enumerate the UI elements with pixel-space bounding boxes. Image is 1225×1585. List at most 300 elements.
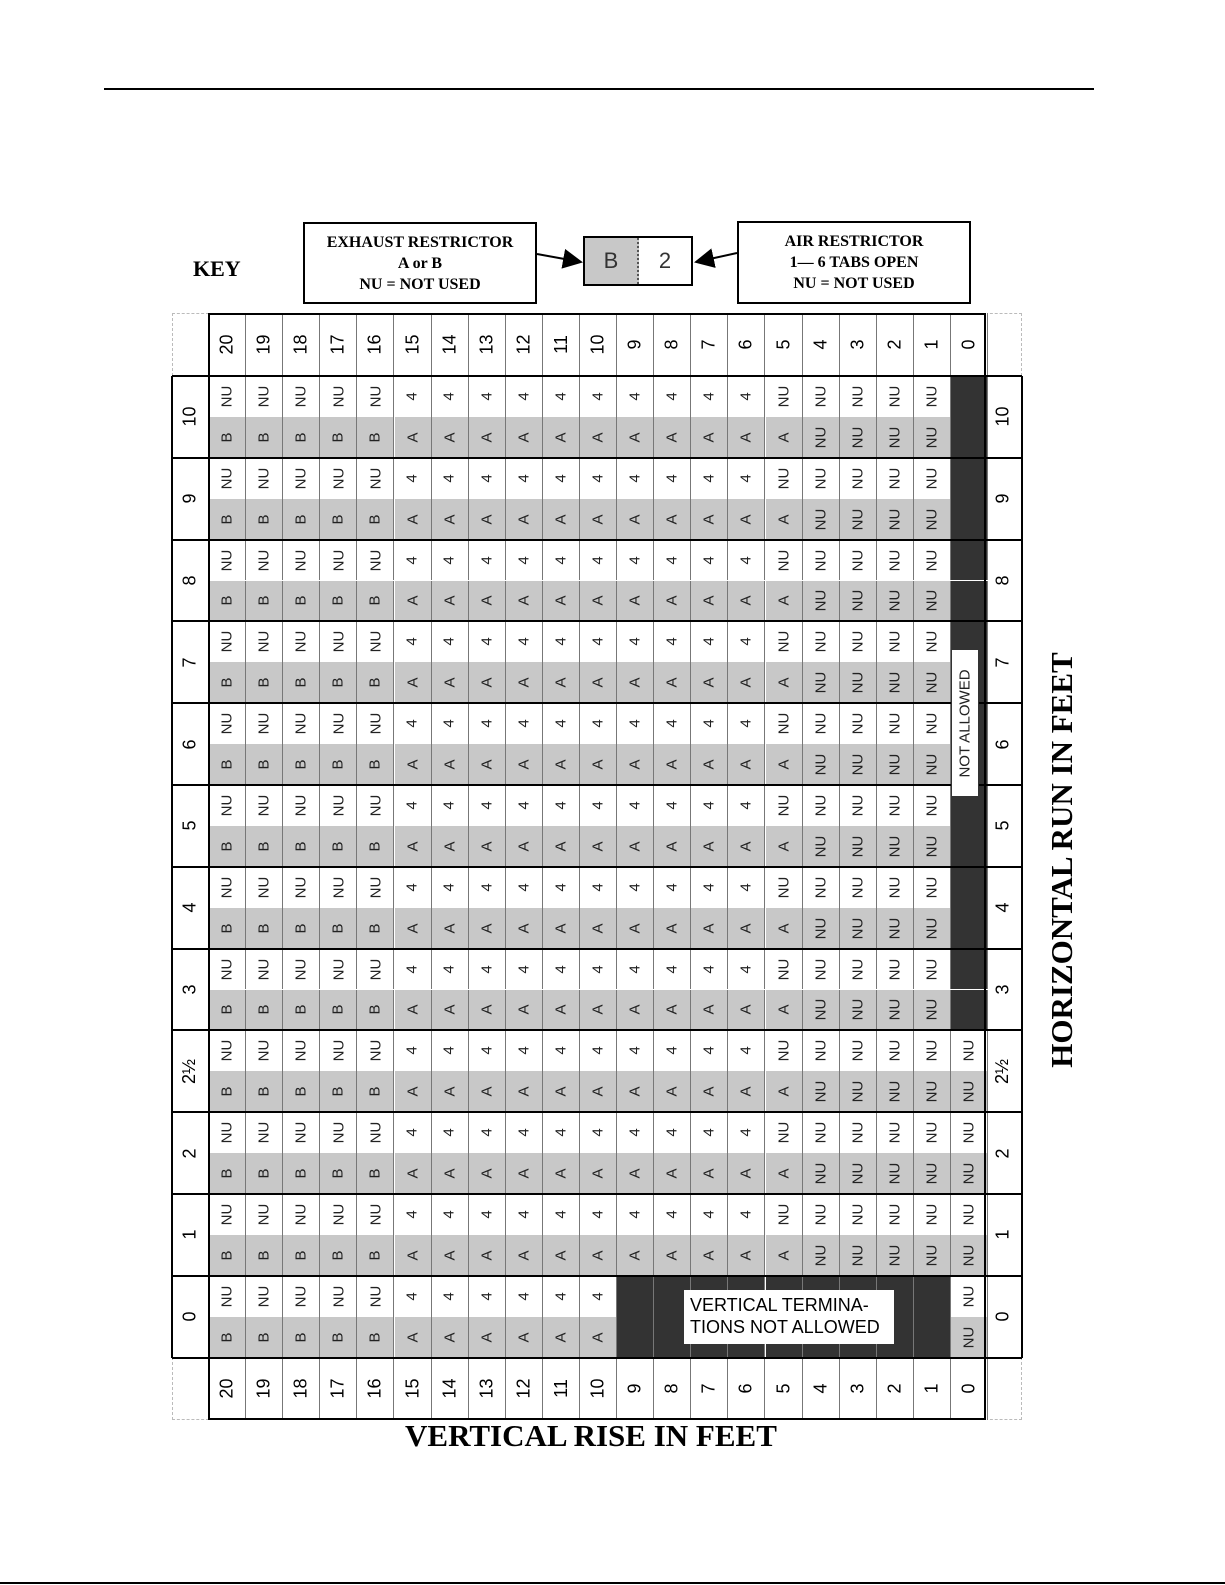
air-restrictor-cell: NU [840, 949, 877, 990]
air-restrictor-cell: NU [320, 458, 357, 499]
exhaust-restrictor-cell: A [580, 744, 617, 785]
exhaust-restrictor-cell: A [432, 499, 469, 540]
vertical-terminations-note [684, 1290, 894, 1344]
air-restrictor-cell [951, 540, 988, 581]
air-restrictor-cell: NU [246, 1030, 283, 1071]
exhaust-restrictor-cell [951, 908, 988, 949]
exhaust-restrictor-cell: B [357, 417, 394, 458]
exhaust-restrictor-cell: NU [877, 744, 914, 785]
exhaust-restrictor-cell: A [617, 744, 654, 785]
exhaust-restrictor-cell: B [357, 908, 394, 949]
exhaust-restrictor-cell: A [432, 826, 469, 867]
exhaust-restrictor-cell: A [432, 744, 469, 785]
air-restrictor-cell: 4 [432, 785, 469, 826]
air-restrictor-cell: NU [877, 458, 914, 499]
exhaust-restrictor-cell [951, 826, 988, 867]
air-restrictor-cell: 4 [580, 1112, 617, 1153]
exhaust-restrictor-cell: NU [840, 990, 877, 1031]
exhaust-restrictor-cell: A [766, 744, 803, 785]
air-restrictor-cell: 4 [395, 376, 432, 417]
exhaust-restrictor-cell: A [506, 499, 543, 540]
exhaust-restrictor-cell: NU [877, 1071, 914, 1112]
exhaust-restrictor-cell: A [766, 581, 803, 622]
exhaust-restrictor-cell: A [691, 417, 728, 458]
exhaust-restrictor-cell: A [395, 826, 432, 867]
exhaust-restrictor-cell: B [357, 499, 394, 540]
footer-rule [0, 1582, 1225, 1584]
air-restrictor-cell [951, 949, 988, 990]
column-header-bottom: 16 [357, 1358, 394, 1420]
air-restrictor-cell: NU [840, 1194, 877, 1235]
exhaust-restrictor-cell: B [283, 1071, 320, 1112]
row-label-right: 1 [985, 1194, 1022, 1276]
exhaust-restrictor-cell: A [506, 1071, 543, 1112]
air-restrictor-cell: NU [803, 540, 840, 581]
exhaust-restrictor-cell: B [357, 662, 394, 703]
exhaust-restrictor-cell: A [506, 1235, 543, 1276]
grid-rule [171, 376, 173, 1358]
air-restrictor-cell: NU [320, 621, 357, 662]
exhaust-restrictor-cell: B [357, 744, 394, 785]
air-restrictor-cell: 4 [728, 458, 765, 499]
air-restrictor-cell: NU [320, 703, 357, 744]
air-restrictor-cell: 4 [469, 867, 506, 908]
exhaust-restrictor-cell: NU [840, 581, 877, 622]
exhaust-restrictor-cell: A [395, 744, 432, 785]
exhaust-restrictor-cell: A [617, 1071, 654, 1112]
exhaust-restrictor-cell: B [209, 417, 246, 458]
exhaust-restrictor-cell: A [543, 581, 580, 622]
exhaust-restrictor-cell: A [432, 908, 469, 949]
air-restrictor-cell: 4 [691, 1194, 728, 1235]
sample-exhaust-value: B [585, 238, 639, 284]
exhaust-restrictor-cell: A [691, 744, 728, 785]
air-restrictor-cell: NU [766, 540, 803, 581]
air-restrictor-cell: NU [914, 1112, 951, 1153]
air-restrictor-cell: 4 [654, 785, 691, 826]
column-header-bottom: 14 [432, 1358, 469, 1420]
exhaust-restrictor-cell: B [209, 990, 246, 1031]
exhaust-restrictor-cell: NU [840, 826, 877, 867]
row-label-right: 8 [985, 540, 1022, 622]
exhaust-restrictor-cell: B [320, 499, 357, 540]
exhaust-restrictor-cell: A [580, 1153, 617, 1194]
air-restrictor-cell: 4 [728, 1194, 765, 1235]
row-label-left: 3 [172, 949, 209, 1031]
air-restrictor-cell: NU [283, 1194, 320, 1235]
row-label-left: 2½ [172, 1030, 209, 1112]
column-header-bottom: 10 [580, 1358, 617, 1420]
exhaust-restrictor-cell: A [543, 662, 580, 703]
air-restrictor-cell: NU [877, 867, 914, 908]
exhaust-restrictor-cell: NU [914, 1153, 951, 1194]
exhaust-restrictor-cell: A [395, 499, 432, 540]
exhaust-restrictor-cell: NU [914, 1071, 951, 1112]
exhaust-restrictor-cell: B [209, 499, 246, 540]
air-restrictor-cell: 4 [506, 540, 543, 581]
air-restrictor-cell: 4 [691, 785, 728, 826]
not-allowed-text: NOT ALLOWED [956, 668, 974, 778]
exhaust-restrictor-cell: B [283, 826, 320, 867]
exhaust-restrictor-cell: A [469, 908, 506, 949]
air-restrictor-cell: NU [766, 1030, 803, 1071]
air-restrictor-cell: 4 [432, 949, 469, 990]
exhaust-restrictor-cell: A [691, 1235, 728, 1276]
air-restrictor-cell: 4 [617, 540, 654, 581]
air-restrictor-cell: NU [283, 785, 320, 826]
column-header-top: 10 [580, 313, 617, 376]
exhaust-restrictor-cell: NU [803, 990, 840, 1031]
exhaust-restrictor-cell: A [654, 1235, 691, 1276]
air-restrictor-cell: NU [803, 785, 840, 826]
exhaust-restrictor-cell: NU [914, 908, 951, 949]
exhaust-legend-line: EXHAUST RESTRICTOR [326, 234, 514, 251]
air-restrictor-cell: 4 [469, 621, 506, 662]
exhaust-restrictor-cell: B [246, 417, 283, 458]
exhaust-restrictor-cell: A [580, 908, 617, 949]
exhaust-restrictor-cell: B [209, 744, 246, 785]
air-restrictor-cell: 4 [506, 1194, 543, 1235]
exhaust-restrictor-cell: NU [951, 1235, 988, 1276]
exhaust-restrictor-cell: NU [840, 499, 877, 540]
row-label-left: 6 [172, 703, 209, 785]
air-restrictor-cell: 4 [617, 1112, 654, 1153]
exhaust-restrictor-cell: A [543, 417, 580, 458]
column-header-bottom: 2 [877, 1358, 914, 1420]
air-restrictor-cell: 4 [617, 785, 654, 826]
air-restrictor-cell: 4 [543, 1276, 580, 1317]
column-header-top: 3 [840, 313, 877, 376]
exhaust-restrictor-cell: A [766, 908, 803, 949]
exhaust-restrictor-cell: A [543, 990, 580, 1031]
air-restrictor-cell: 4 [580, 540, 617, 581]
air-restrictor-cell: 4 [395, 867, 432, 908]
air-restrictor-cell: NU [914, 949, 951, 990]
air-restrictor-cell: NU [803, 621, 840, 662]
air-restrictor-cell: NU [283, 1030, 320, 1071]
exhaust-restrictor-cell: NU [877, 499, 914, 540]
air-restrictor-cell: NU [766, 458, 803, 499]
air-restrictor-cell: 4 [395, 458, 432, 499]
exhaust-restrictor-cell: A [395, 1153, 432, 1194]
exhaust-restrictor-cell: B [283, 1153, 320, 1194]
exhaust-restrictor-cell: NU [840, 1235, 877, 1276]
air-restrictor-cell: NU [914, 1194, 951, 1235]
column-header-bottom: 20 [209, 1358, 246, 1420]
grid-rule [172, 1275, 1022, 1277]
air-restrictor-cell: 4 [543, 867, 580, 908]
air-restrictor-cell: NU [877, 1112, 914, 1153]
exhaust-restrictor-cell: A [691, 990, 728, 1031]
exhaust-restrictor-cell: B [283, 1317, 320, 1358]
exhaust-restrictor-cell [951, 990, 988, 1031]
exhaust-restrictor-cell: A [543, 1153, 580, 1194]
air-restrictor-cell: 4 [506, 703, 543, 744]
column-header-top: 7 [691, 313, 728, 376]
air-restrictor-cell: NU [357, 458, 394, 499]
air-restrictor-cell: 4 [432, 540, 469, 581]
air-restrictor-cell [951, 458, 988, 499]
exhaust-restrictor-cell: B [246, 1235, 283, 1276]
air-restrictor-cell: 4 [506, 1030, 543, 1071]
exhaust-restrictor-cell: B [357, 581, 394, 622]
exhaust-restrictor-cell [617, 1317, 654, 1358]
air-restrictor-cell: 4 [506, 785, 543, 826]
air-restrictor-cell: NU [803, 949, 840, 990]
exhaust-restrictor-cell: A [728, 1071, 765, 1112]
air-restrictor-cell: 4 [617, 621, 654, 662]
grid-rule [208, 313, 210, 1420]
column-header-top: 2 [877, 313, 914, 376]
air-restrictor-cell: NU [283, 1276, 320, 1317]
air-restrictor-cell: NU [914, 621, 951, 662]
exhaust-restrictor-cell: A [617, 662, 654, 703]
exhaust-restrictor-cell: A [506, 662, 543, 703]
exhaust-restrictor-cell [951, 581, 988, 622]
air-restrictor-cell: 4 [580, 1276, 617, 1317]
column-header-bottom: 11 [543, 1358, 580, 1420]
exhaust-restrictor-cell: A [543, 1317, 580, 1358]
air-restrictor-cell: NU [283, 703, 320, 744]
air-restrictor-cell [951, 376, 988, 417]
column-header-top: 15 [395, 313, 432, 376]
air-restrictor-cell: NU [209, 867, 246, 908]
grid-rule [1021, 376, 1023, 1358]
exhaust-restrictor-cell: NU [803, 1071, 840, 1112]
air-restrictor-cell: NU [209, 1276, 246, 1317]
exhaust-restrictor-cell: A [617, 826, 654, 867]
air-restrictor-cell: 4 [506, 867, 543, 908]
air-restrictor-cell: 4 [506, 949, 543, 990]
air-restrictor-cell: 4 [543, 785, 580, 826]
air-restrictor-cell: NU [357, 1194, 394, 1235]
air-restrictor-cell: 4 [469, 458, 506, 499]
horizontal-run-axis-label: HORIZONTAL RUN IN FEET [1044, 652, 1079, 1068]
air-restrictor-cell: NU [840, 376, 877, 417]
air-restrictor-cell: NU [840, 703, 877, 744]
column-header-top: 8 [654, 313, 691, 376]
column-header-bottom: 12 [506, 1358, 543, 1420]
air-restrictor-cell: 4 [580, 867, 617, 908]
air-restrictor-cell: 4 [506, 621, 543, 662]
exhaust-restrictor-cell: NU [877, 826, 914, 867]
exhaust-restrictor-cell: NU [914, 826, 951, 867]
exhaust-restrictor-cell: NU [877, 581, 914, 622]
air-restrictor-cell: 4 [617, 703, 654, 744]
air-restrictor-cell: NU [951, 1276, 988, 1317]
exhaust-restrictor-cell: B [246, 499, 283, 540]
exhaust-restrictor-cell: A [506, 581, 543, 622]
exhaust-restrictor-cell: A [728, 581, 765, 622]
air-restrictor-cell: NU [320, 949, 357, 990]
exhaust-restrictor-cell: A [580, 1235, 617, 1276]
air-restrictor-cell: NU [877, 703, 914, 744]
exhaust-restrictor-cell: NU [914, 990, 951, 1031]
exhaust-restrictor-cell: B [357, 1153, 394, 1194]
row-label-left: 5 [172, 785, 209, 867]
row-label-right: 0 [985, 1276, 1022, 1358]
exhaust-restrictor-cell: A [617, 1153, 654, 1194]
air-restrictor-cell: NU [209, 376, 246, 417]
row-label-left: 2 [172, 1112, 209, 1194]
exhaust-restrictor-cell: A [506, 744, 543, 785]
arrow-icon [537, 254, 581, 262]
air-restrictor-cell: 4 [728, 703, 765, 744]
exhaust-restrictor-cell: A [469, 744, 506, 785]
air-restrictor-cell: 4 [543, 949, 580, 990]
exhaust-restrictor-cell: B [283, 499, 320, 540]
vertical-rise-axis-label: VERTICAL RISE IN FEET [405, 1418, 777, 1453]
air-restrictor-cell [617, 1276, 654, 1317]
exhaust-restrictor-cell: NU [877, 908, 914, 949]
exhaust-restrictor-cell: A [766, 417, 803, 458]
air-restrictor-cell: 4 [395, 1030, 432, 1071]
exhaust-restrictor-cell: A [469, 990, 506, 1031]
exhaust-restrictor-cell: B [209, 662, 246, 703]
exhaust-restrictor-cell: A [766, 990, 803, 1031]
key-arrows [0, 0, 1225, 320]
air-restrictor-cell: NU [320, 785, 357, 826]
air-restrictor-cell: 4 [691, 458, 728, 499]
exhaust-restrictor-cell: A [395, 990, 432, 1031]
exhaust-restrictor-cell: A [728, 908, 765, 949]
exhaust-restrictor-cell: B [209, 1235, 246, 1276]
exhaust-restrictor-cell: A [506, 990, 543, 1031]
air-restrictor-cell: NU [357, 1276, 394, 1317]
air-restrictor-cell: NU [840, 1112, 877, 1153]
exhaust-restrictor-cell: A [506, 417, 543, 458]
exhaust-restrictor-cell: A [580, 990, 617, 1031]
exhaust-restrictor-cell: A [469, 826, 506, 867]
exhaust-restrictor-cell: B [320, 581, 357, 622]
air-restrictor-cell: 4 [728, 949, 765, 990]
row-label-left: 10 [172, 376, 209, 458]
exhaust-restrictor-cell: A [543, 826, 580, 867]
exhaust-restrictor-cell: A [469, 1153, 506, 1194]
exhaust-restrictor-cell: A [469, 662, 506, 703]
exhaust-restrictor-cell: A [654, 826, 691, 867]
exhaust-restrictor-cell: B [246, 908, 283, 949]
not-allowed-note [951, 649, 979, 797]
air-restrictor-cell: 4 [654, 1030, 691, 1071]
air-restrictor-cell: 4 [432, 1112, 469, 1153]
column-header-bottom: 17 [320, 1358, 357, 1420]
air-restrictor-cell: 4 [617, 1030, 654, 1071]
air-restrictor-cell: NU [209, 458, 246, 499]
exhaust-restrictor-cell: B [246, 744, 283, 785]
exhaust-restrictor-cell: A [766, 1153, 803, 1194]
air-restrictor-cell: NU [840, 1030, 877, 1071]
air-restrictor-cell: NU [766, 1112, 803, 1153]
exhaust-restrictor-cell: A [469, 499, 506, 540]
air-restrictor-cell: 4 [395, 1276, 432, 1317]
column-header-top: 6 [728, 313, 765, 376]
exhaust-restrictor-cell: NU [877, 662, 914, 703]
grid-rule [172, 1029, 1022, 1031]
air-restrictor-cell: 4 [654, 703, 691, 744]
air-restrictor-cell: 4 [654, 867, 691, 908]
column-header-bottom: 7 [691, 1358, 728, 1420]
air-restrictor-cell: 4 [469, 1112, 506, 1153]
column-header-bottom: 8 [654, 1358, 691, 1420]
exhaust-restrictor-cell: A [506, 1153, 543, 1194]
air-restrictor-cell: 4 [469, 949, 506, 990]
air-restrictor-cell: 4 [654, 1112, 691, 1153]
air-restrictor-cell: 4 [469, 376, 506, 417]
exhaust-restrictor-cell: A [691, 499, 728, 540]
exhaust-restrictor-cell: B [357, 1071, 394, 1112]
air-restrictor-cell: 4 [506, 376, 543, 417]
air-restrictor-cell: 4 [617, 376, 654, 417]
air-restrictor-cell: 4 [432, 1030, 469, 1071]
exhaust-restrictor-cell: NU [803, 1235, 840, 1276]
exhaust-restrictor-cell: A [691, 662, 728, 703]
air-restrictor-cell: 4 [654, 1194, 691, 1235]
exhaust-restrictor-cell: A [469, 1317, 506, 1358]
exhaust-restrictor-cell: NU [803, 826, 840, 867]
column-header-top: 16 [357, 313, 394, 376]
exhaust-restrictor-cell: B [209, 826, 246, 867]
exhaust-restrictor-cell: A [395, 1071, 432, 1112]
exhaust-legend-line: NU = NOT USED [359, 276, 481, 293]
air-restrictor-cell: 4 [469, 540, 506, 581]
exhaust-restrictor-cell: A [580, 826, 617, 867]
exhaust-restrictor-cell: NU [803, 744, 840, 785]
exhaust-restrictor-cell: A [728, 744, 765, 785]
exhaust-restrictor-cell: NU [951, 1153, 988, 1194]
exhaust-restrictor-cell: B [209, 908, 246, 949]
air-restrictor-cell: NU [246, 1194, 283, 1235]
exhaust-restrictor-cell: A [469, 581, 506, 622]
exhaust-restrictor-cell: A [617, 990, 654, 1031]
air-restrictor-cell: 4 [432, 867, 469, 908]
air-restrictor-cell: NU [914, 458, 951, 499]
air-restrictor-cell: 4 [728, 621, 765, 662]
row-label-left: 4 [172, 867, 209, 949]
grid-rule [172, 866, 1022, 868]
exhaust-restrictor-cell: B [283, 990, 320, 1031]
air-restrictor-cell: 4 [691, 376, 728, 417]
air-restrictor-cell: 4 [395, 785, 432, 826]
exhaust-restrictor-cell: NU [914, 417, 951, 458]
exhaust-restrictor-cell: A [506, 1317, 543, 1358]
exhaust-restrictor-cell: A [432, 990, 469, 1031]
air-restrictor-cell: 4 [654, 540, 691, 581]
exhaust-restrictor-cell: NU [914, 581, 951, 622]
exhaust-restrictor-cell: B [246, 990, 283, 1031]
grid-rule [172, 539, 1022, 541]
air-restrictor-cell: 4 [432, 376, 469, 417]
exhaust-restrictor-cell: A [691, 908, 728, 949]
exhaust-restrictor-cell: A [543, 744, 580, 785]
exhaust-restrictor-cell: B [357, 1235, 394, 1276]
exhaust-restrictor-cell: B [283, 744, 320, 785]
exhaust-restrictor-cell: A [469, 417, 506, 458]
air-restrictor-cell: NU [803, 458, 840, 499]
exhaust-restrictor-cell: B [283, 908, 320, 949]
air-restrictor-cell [951, 867, 988, 908]
air-restrictor-cell: 4 [469, 703, 506, 744]
column-header-top: 20 [209, 313, 246, 376]
column-header-bottom: 18 [283, 1358, 320, 1420]
exhaust-restrictor-cell: A [432, 1153, 469, 1194]
air-restrictor-cell: NU [209, 949, 246, 990]
row-label-left: 1 [172, 1194, 209, 1276]
exhaust-restrictor-cell: A [766, 499, 803, 540]
air-restrictor-cell: NU [803, 1112, 840, 1153]
column-header-top: 12 [506, 313, 543, 376]
air-restrictor-cell: NU [246, 949, 283, 990]
